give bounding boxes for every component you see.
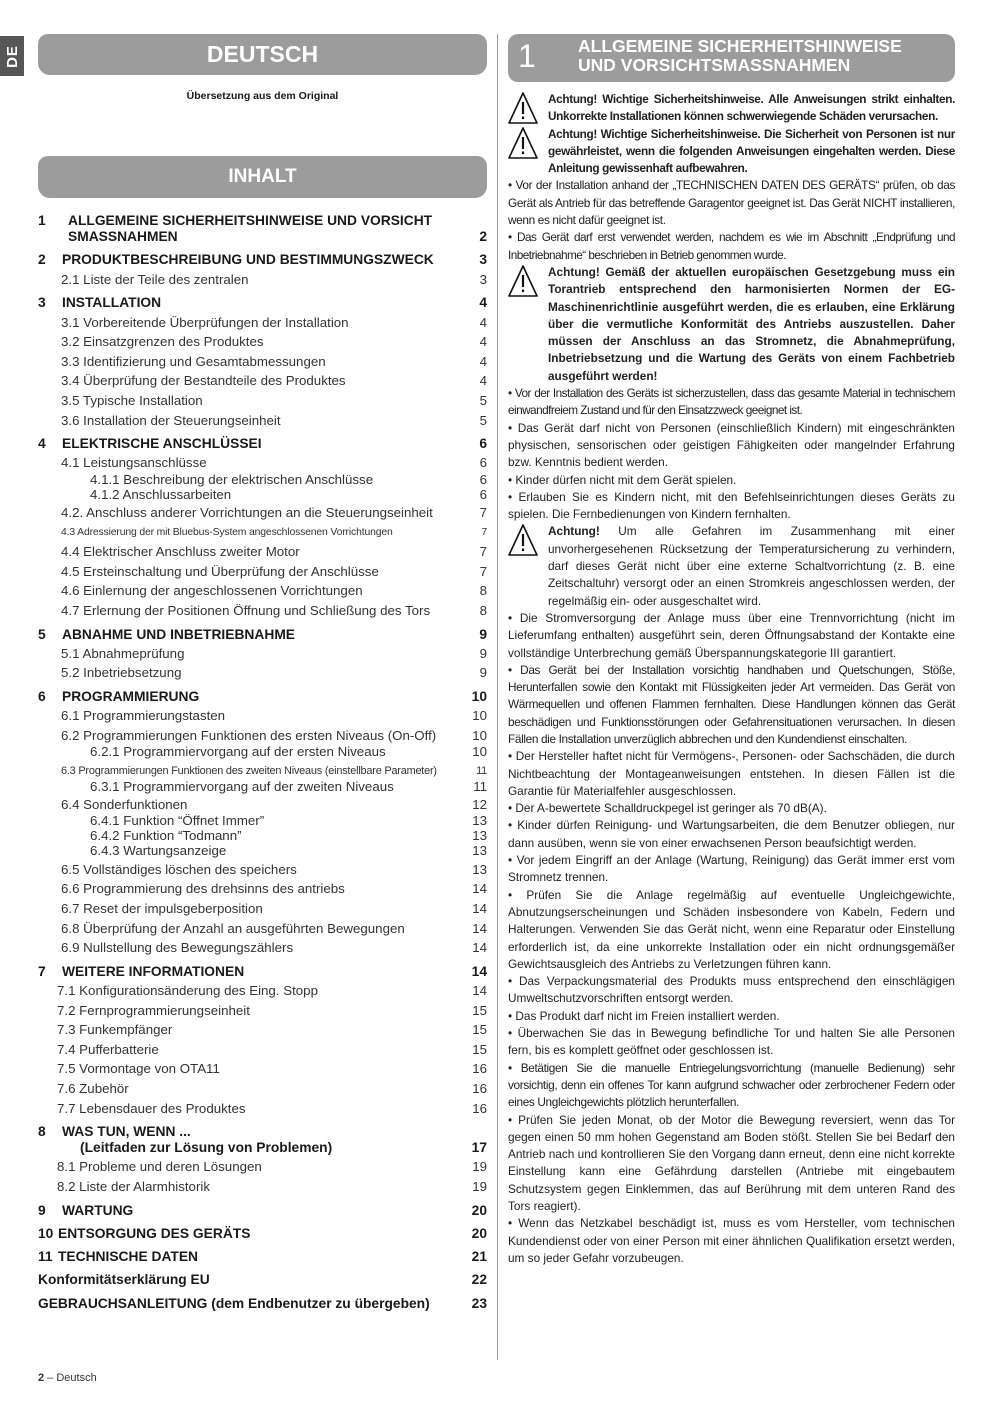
warning-triangle-icon (508, 523, 538, 557)
toc-entry-label: 4.4 Elektrischer Anschluss zweiter Motor (61, 544, 300, 560)
toc-subsection-entry[interactable] (38, 1101, 487, 1117)
toc-entry-page: 14 (472, 900, 487, 916)
toc-entry-label: 3.4 Überprüfung der Bestandteile des Produktes (61, 373, 346, 389)
safety-paragraph (508, 1112, 955, 1216)
safety-paragraph (508, 610, 955, 662)
toc-entry-page: 7 (479, 505, 487, 521)
section-title-line-2: UND VORSICHTSMASSNAHMEN (578, 55, 851, 75)
toc-entry-number: 10 (38, 1225, 54, 1241)
paragraph-text: • Prüfen Sie die Anlage regelmäßig auf eventuelle Ungleichgewichte, Abnutzungserscheinungen und Schäden insbesondere von Kabeln, Federn und Halterungen. Verwenden Sie das Gerät nicht, wenn eine Reparatur oder Einstellung erforderlich ist, da eine unkorrekte Installation oder ein nicht ordnungsgemäßer Gewichtsausgleich des Antriebs zu Verletzungen führen kann. (508, 887, 955, 971)
toc-entry-label: 6.2.1 Programmiervorgang auf der ersten Niveaus (90, 744, 386, 760)
toc-entry-label: 6.7 Reset der impulsgeberposition (61, 900, 263, 916)
paragraph-text: Achtung! Wichtige Sicherheitshinweise. Die Sicherheit von Personen ist nur gewährleistet, wenn die folgenden Anweisungen eingehalten werden. Diese Anleitung gewissenhaft aufbewahren. (548, 126, 955, 176)
toc-entry-page: 6 (479, 436, 487, 452)
warning-paragraph (508, 126, 955, 178)
toc-subsection-entry[interactable] (38, 393, 487, 409)
toc-subsection-entry[interactable] (38, 455, 487, 471)
page-footer (38, 1372, 97, 1384)
safety-paragraph (508, 385, 955, 420)
toc-entry-page: 7 (479, 563, 487, 579)
toc-entry-page: 13 (472, 861, 487, 877)
toc-subsection-entry[interactable] (38, 603, 487, 619)
toc-subsection-entry[interactable] (38, 373, 487, 389)
toc-entry-page: 13 (472, 828, 487, 844)
toc-subsection-entry[interactable] (38, 708, 487, 724)
toc-entry-page: 16 (472, 1061, 487, 1077)
toc-entry-page: 17 (471, 1140, 487, 1156)
toc-section-entry[interactable] (38, 964, 487, 980)
paragraph-text: • Betätigen Sie die manuelle Entriegelungsvorrichtung (manuelle Bedienung) sehr vorsichtig, denn ein offenes Tor kann aufgrund schwacher oder zerbrochener Federn oder eines Ungleichgewichts plötzlich herunterfallen. (508, 1060, 955, 1110)
toc-entry-page: 14 (472, 881, 487, 897)
toc-subsection-entry[interactable] (38, 472, 487, 487)
toc-subsection-entry[interactable] (38, 665, 487, 681)
toc-entry-label: 7.7 Lebensdauer des Produktes (57, 1100, 246, 1116)
page-title: DEUTSCH (206, 41, 319, 67)
toc-subsection-entry[interactable] (38, 487, 487, 502)
translation-note: Übersetzung aus dem Original (186, 90, 339, 102)
paragraph-text: • Kinder dürfen Reinigung- und Wartungsarbeiten, die dem Benutzer obliegen, nur dann ausüben, wenn sie von einer erwachsenen Person beaufsichtigt werden. (508, 818, 955, 850)
toc-entry-page: 7 (479, 544, 487, 560)
warning-paragraph (508, 264, 955, 385)
toc-entry-number: 9 (38, 1202, 46, 1218)
toc-subsection-entry[interactable] (38, 744, 487, 759)
paragraph-text: • Vor der Installation anhand der „TECHNISCHEN DATEN DES GERÄTS“ prüfen, ob das Gerät als Antrieb für das betreffende Garagentor geeignet ist. Das Gerät NICHT installieren, wenn es nicht dafür geeignet ist. (508, 178, 955, 228)
toc-subsection-entry[interactable] (38, 564, 487, 580)
toc-entry-label: 6.3.1 Programmiervorgang auf der zweiten Niveaus (90, 778, 394, 794)
warning-paragraph (508, 91, 955, 126)
safety-paragraph (508, 973, 955, 1008)
toc-subsection-entry[interactable] (38, 813, 487, 828)
toc-entry-label: GEBRAUCHSANLEITUNG (dem Endbenutzer zu übergeben) (38, 1295, 430, 1311)
paragraph-text: • Das Produkt darf nicht im Freien installiert werden. (508, 1008, 780, 1023)
toc-subsection-entry[interactable] (38, 315, 487, 331)
toc-subsection-entry[interactable] (38, 413, 487, 429)
toc-entry-page: 14 (471, 963, 487, 979)
toc-entry-page: 12 (472, 797, 487, 813)
toc-subsection-entry[interactable] (38, 1179, 487, 1195)
toc-subsection-entry[interactable] (38, 1061, 487, 1077)
paragraph-text: • Der A-bewertete Schalldruckpegel ist geringer als 70 dB(A). (508, 801, 827, 816)
toc-entry-page: 8 (479, 603, 487, 618)
toc-subsection-entry[interactable] (38, 525, 487, 541)
toc-section-entry[interactable] (38, 252, 487, 268)
left-column (38, 34, 487, 1311)
toc-entry-page: 11 (476, 764, 487, 777)
warning-paragraph (508, 523, 955, 609)
paragraph-text: • Vor jedem Eingriff an der Anlage (Wartung, Reinigung) das Gerät immer erst vom Stromnetz trennen. (508, 853, 955, 885)
toc-entry-label: 7.4 Pufferbatterie (57, 1041, 159, 1057)
toc-subsection-entry[interactable] (38, 843, 487, 858)
toc-subsection-entry[interactable] (38, 983, 487, 999)
toc-entry-page: 5 (479, 392, 487, 408)
toc-subsection-entry[interactable] (38, 505, 487, 521)
paragraph-text: • Das Verpackungsmaterial des Produkts muss entsprechend den einschlägigen Umweltschutzvorschriften entsorgt werden. (508, 974, 955, 1006)
toc-entry-number: 6 (38, 688, 46, 704)
column-divider (497, 34, 498, 1360)
toc-subsection-entry[interactable] (38, 646, 487, 662)
footer-label: Deutsch (56, 1372, 97, 1384)
toc-entry-page: 2 (479, 229, 487, 244)
toc-entry-label: Konformitätserklärung EU (38, 1272, 210, 1288)
toc-entry-label: 6.4.2 Funktion “Todmann” (90, 828, 242, 844)
toc-entry-page: 10 (472, 744, 487, 760)
toc-entry-page: 15 (472, 1002, 487, 1018)
toc-entry-label: ENTSORGUNG DES GERÄTS (58, 1225, 251, 1241)
toc-subsection-entry[interactable] (38, 862, 487, 878)
toc-entry-number: 5 (38, 626, 46, 642)
toc-entry-number: 3 (38, 295, 46, 311)
toc-entry-page: 11 (473, 778, 487, 794)
paragraph-text: • Wenn das Netzkabel beschädigt ist, muss es vom Hersteller, vom technischen Kundendienst oder von einer Person mit einer ähnlichen Qualifikation ersetzt werden, um so jeder Gefahr vorzubeugen. (508, 1216, 955, 1265)
toc-entry-number: 1 (38, 213, 46, 228)
toc-subsection-entry[interactable] (38, 544, 487, 560)
toc-section-entry[interactable] (38, 1296, 487, 1312)
toc-section-entry[interactable] (38, 213, 487, 245)
toc-entry-label: 4.5 Ersteinschaltung und Überprüfung der Anschlüsse (61, 563, 379, 579)
toc-entry-number: 11 (38, 1249, 53, 1265)
toc-entry-page: 20 (471, 1225, 487, 1241)
toc-entry-label: ABNAHME UND INBETRIEBNAHME (62, 626, 296, 642)
toc-entry-label: 6.4.3 Wartungsanzeige (90, 843, 227, 859)
toc-entry-label: 5.2 Inbetriebsetzung (61, 665, 182, 681)
toc-entry-page: 23 (471, 1295, 487, 1311)
toc-entry-label: 3.1 Vorbereitende Überprüfungen der Installation (61, 314, 349, 330)
paragraph-text: • Vor der Installation des Geräts ist sicherzustellen, dass das gesamte Material in technischem einwandfreiem Zustand und für den Einsatzzweck geeignet ist. (508, 386, 955, 418)
toc-entry-label: 6.3 Programmierungen Funktionen des zweiten Niveaus (einstellbare Parameter) (61, 764, 437, 777)
toc-subsection-entry[interactable] (38, 797, 487, 813)
toc-entry-page: 19 (472, 1179, 487, 1195)
toc-entry-number: 2 (38, 252, 46, 268)
toc-entry-label: 4.6 Einlernung der angeschlossenen Vorrichtungen (61, 583, 363, 599)
toc-entry-page: 7 (481, 526, 487, 538)
toc-entry-label: ELEKTRISCHE ANSCHLÜSSEI (62, 436, 262, 452)
safety-paragraph (508, 472, 955, 489)
toc-section-entry[interactable] (38, 1124, 487, 1140)
safety-paragraph (508, 800, 955, 817)
toc-entry-label: 7.5 Vormontage von OTA11 (57, 1061, 220, 1077)
toc-entry-label: 6.2 Programmierungen Funktionen des ersten Niveaus (On-Off) (61, 727, 437, 743)
toc-section-entry[interactable] (38, 295, 487, 311)
paragraph-text: Um alle Gefahren im Zusammenhang mit einer unvorhergesehenen Rücksetzung der Temperatursicherung zu verhindern, darf dieses Gerät nicht über eine externe Schaltvorrichtung (z. B. eine Zeitschaltuhr) versorgt oder an einen Stromkreis angeschlossen werden, der regelmäßig ein- oder ausgeschaltet wird. (548, 524, 955, 608)
toc-subsection-entry[interactable] (38, 881, 487, 897)
toc-entry-page: 6 (479, 455, 487, 471)
toc-entry-label: WEITERE INFORMATIONEN (62, 963, 245, 979)
toc-entry-page: 14 (472, 983, 487, 999)
toc-entry-label: 4.3 Adressierung der mit Bluebus-System angeschlossenen Vorrichtungen (61, 526, 393, 538)
language-title-banner (38, 34, 487, 75)
toc-entry-page: 9 (479, 645, 487, 661)
toc-entry-label: 4.2. Anschluss anderer Vorrichtungen an die Steuerungseinheit (61, 505, 433, 521)
toc-entry-page: 10 (471, 688, 487, 704)
safety-paragraph (508, 420, 955, 472)
toc-entry-page: 4 (479, 334, 487, 350)
toc-entry-label: 7.1 Konfigurationsänderung des Eing. Stopp (57, 983, 318, 999)
table-of-contents (38, 213, 487, 1312)
toc-entry-page: 4 (479, 353, 487, 369)
toc-entry-page: 8 (479, 583, 487, 599)
safety-paragraph (508, 1215, 955, 1267)
toc-subsection-entry[interactable] (38, 583, 487, 599)
toc-entry-label: 3.3 Identifizierung und Gesamtabmessungen (61, 353, 326, 369)
toc-section-entry[interactable] (38, 627, 487, 643)
toc-entry-label: 3.6 Installation der Steuerungseinheit (61, 412, 281, 428)
toc-entry-page: 13 (472, 813, 487, 829)
toc-subsection-entry[interactable] (38, 1003, 487, 1019)
toc-entry-page: 6 (479, 486, 487, 502)
toc-entry-page: 13 (472, 843, 487, 859)
toc-entry-label: 6.4.1 Funktion “Öffnet Immer” (90, 813, 265, 829)
toc-title-banner (38, 156, 487, 198)
toc-section-entry[interactable] (38, 1140, 487, 1156)
toc-section-entry[interactable] (38, 1203, 487, 1219)
language-tab (0, 36, 24, 76)
toc-entry-label: 4.1.2 Anschlussarbeiten (90, 486, 232, 502)
language-tab-label: DE (3, 44, 21, 68)
toc-subsection-entry[interactable] (38, 1081, 487, 1097)
section-title-line-1: ALLGEMEINE SICHERHEITSHINWEISE (578, 36, 902, 56)
toc-entry-label: 5.1 Abnahmeprüfung (61, 645, 185, 661)
toc-entry-label: 8.2 Liste der Alarmhistorik (57, 1179, 210, 1195)
toc-entry-page: 10 (472, 708, 487, 724)
toc-entry-label: WAS TUN, WENN ... (62, 1124, 191, 1140)
toc-entry-page: 6 (479, 471, 487, 487)
toc-title: INHALT (228, 166, 297, 187)
safety-paragraph (508, 1008, 955, 1025)
paragraph-text: • Überwachen Sie das in Bewegung befindliche Tor und halten Sie alle Personen fern, bis es komplett geöffnet oder geschlossen ist. (508, 1026, 955, 1058)
toc-entry-page: 4 (479, 373, 487, 389)
toc-subsection-entry[interactable] (38, 901, 487, 917)
toc-section-entry[interactable] (38, 1226, 487, 1242)
paragraph-text: • Prüfen Sie jeden Monat, ob der Motor die Bewegung reversiert, wenn das Tor gegen einen 50 mm hohen Gegenstand am Boden stößt. Stellen Sie bei Bedarf den Antrieb nach und kontrollieren Sie den Vorgang dann erneut, denn eine nicht korrekte Einstellung kann eine Gefährdung darstellen (Antriebe mit eingebautem Schutzsystem gegen Einklemmen, das auf Berührung mit dem unteren Rand des Tors reagiert). (508, 1112, 955, 1213)
toc-entry-label: WARTUNG (62, 1202, 134, 1218)
warning-triangle-icon (508, 264, 538, 298)
right-column (508, 34, 955, 1265)
toc-subsection-entry[interactable] (38, 1042, 487, 1058)
toc-subsection-entry[interactable] (38, 1159, 487, 1175)
toc-subsection-entry[interactable] (38, 354, 487, 370)
toc-entry-number: 7 (38, 963, 46, 979)
toc-subsection-entry[interactable] (38, 272, 487, 288)
toc-section-entry[interactable] (38, 436, 487, 452)
toc-section-entry[interactable] (38, 689, 487, 705)
toc-subsection-entry[interactable] (38, 728, 487, 744)
toc-subsection-entry[interactable] (38, 921, 487, 937)
toc-entry-page: 9 (479, 665, 487, 681)
safety-paragraph (508, 887, 955, 973)
toc-entry-label: 3.5 Typische Installation (61, 392, 203, 408)
safety-paragraph (508, 1025, 955, 1060)
safety-paragraph (508, 817, 955, 852)
safety-paragraph (508, 489, 955, 524)
warning-triangle-icon (508, 91, 538, 125)
safety-paragraph (508, 1060, 955, 1112)
paragraph-text: • Der Hersteller haftet nicht für Vermögens-, Personen- oder Sachschäden, die durch Nichtbeachtung der Montageanweisungen entstehen. In diesen Fällen ist die Garantie für Materialfehler ausgeschlossen. (508, 749, 955, 798)
toc-entry-number: 4 (38, 436, 46, 452)
toc-entry-page: 9 (479, 626, 487, 642)
toc-entry-label: 7.3 Funkempfänger (57, 1022, 173, 1038)
paragraph-text: • Erlauben Sie es Kindern nicht, mit den Befehlseinrichtungen dieses Geräts zu spielen. Die Fernbedienungen von Kindern fernhalten. (508, 489, 955, 522)
warning-lead: Achtung! (548, 524, 600, 539)
toc-entry-label: 6.1 Programmierungstasten (61, 708, 226, 724)
section-number: 1 (518, 38, 536, 74)
paragraph-text: Achtung! Wichtige Sicherheitshinweise. Alle Anweisungen strikt einhalten. Unkorrekte Installationen können schwerwiegende Schäden verursachen. (548, 92, 955, 124)
toc-entry-page: 10 (472, 727, 487, 743)
toc-entry-label: 6.5 Vollständiges löschen des speichers (61, 861, 297, 877)
safety-paragraph (508, 748, 955, 800)
toc-entry-page: 22 (471, 1272, 487, 1288)
toc-entry-label: 7.2 Fernprogrammierungseinheit (57, 1002, 250, 1018)
toc-subsection-entry[interactable] (38, 940, 487, 956)
toc-subsection-entry[interactable] (38, 763, 487, 779)
warning-triangle-icon (508, 126, 538, 160)
paragraph-text: • Das Gerät darf erst verwendet werden, nachdem es wie im Abschnitt „Endprüfung und Inbetriebnahme“ beschrieben in Betrieb genommen wurde. (508, 230, 955, 262)
toc-section-entry[interactable] (38, 1249, 487, 1265)
toc-entry-label: 6.9 Nullstellung des Bewegungszählers (61, 940, 294, 956)
toc-entry-number: 8 (38, 1124, 46, 1140)
toc-entry-label: 4.7 Erlernung der Positionen Öffnung und Schließung des Tors (61, 603, 431, 618)
toc-entry-label: PRODUKTBESCHREIBUNG UND BESTIMMUNGSZWECK (62, 252, 434, 268)
toc-entry-page: 4 (479, 314, 487, 330)
toc-entry-label: INSTALLATION (62, 295, 162, 311)
safety-paragraph (508, 177, 955, 229)
toc-entry-label: 6.8 Überprüfung der Anzahl an ausgeführten Bewegungen (61, 920, 405, 936)
toc-entry-label: 8.1 Probleme und deren Lösungen (57, 1159, 262, 1175)
toc-section-entry[interactable] (38, 1272, 487, 1288)
toc-entry-page: 20 (471, 1202, 487, 1218)
paragraph-text: Achtung! Gemäß der aktuellen europäischen Gesetzgebung muss ein Torantrieb entsprechend den harmonisierten Normen der EG-Maschinenrichtlinie ausgeführt werden, die es erlauben, eine Erklärung über die vermutliche Konformität des Antriebs auszustellen. Daher müssen der Anschluss an das Stromnetz, die Abnahmeprüfung, Inbetriebsetzung und die Wartung des Geräts von einem Fachbetrieb ausgeführt werden! (548, 264, 955, 383)
toc-entry-page: 3 (479, 252, 487, 268)
paragraph-text: • Die Stromversorgung der Anlage muss über eine Trennvorrichtung (nicht im Lieferumfang enthalten) ausgeführt sein, deren Öffnungsabstand der Kontakte eine vollständige Unterbrechung gemäß Überspannungskategorie III garantiert. (508, 610, 955, 660)
section-title (578, 37, 902, 75)
footer-separator: – (44, 1372, 57, 1384)
safety-text (508, 91, 955, 1267)
toc-entry-label: 6.4 Sonderfunktionen (61, 797, 188, 813)
toc-entry-label: 4.1 Leistungsanschlüsse (61, 455, 207, 471)
toc-subsection-entry[interactable] (38, 828, 487, 843)
page-number: 2 (38, 1372, 45, 1384)
toc-entry-label: PROGRAMMIERUNG (62, 688, 200, 704)
toc-entry-label: TECHNISCHE DATEN (58, 1249, 199, 1265)
toc-entry-page: 14 (472, 940, 487, 956)
toc-entry-page: 16 (472, 1100, 487, 1116)
toc-entry-page: 15 (472, 1041, 487, 1057)
toc-entry-page: 16 (472, 1080, 487, 1096)
toc-entry-page: 21 (471, 1249, 487, 1265)
safety-paragraph (508, 662, 955, 748)
toc-entry-label: 4.1.1 Beschreibung der elektrischen Anschlüsse (90, 471, 374, 487)
toc-entry-page: 14 (472, 920, 487, 936)
toc-entry-page: 15 (472, 1022, 487, 1038)
paragraph-text: • Kinder dürfen nicht mit dem Gerät spielen. (508, 472, 737, 487)
safety-paragraph (508, 852, 955, 887)
toc-entry-page: 19 (472, 1159, 487, 1175)
paragraph-text: • Das Gerät bei der Installation vorsichtig handhaben und Quetschungen, Stöße, Herunterfallen sowie den Kontakt mit Flüssigkeiten jeder Art vermeiden. Das Gerät von Wärmequellen und offenen Flammen fernhalten. Diese Handlungen können das Gerät beschädigen und Funktionsstörungen oder Gefahrensituationen verursachen. In diesen Fällen die Installation unverzüglich abbrechen und den Kundendienst einschalten. (508, 662, 955, 746)
toc-subsection-entry[interactable] (38, 334, 487, 350)
toc-entry-label: (Leitfaden zur Lösung von Problemen) (80, 1140, 333, 1156)
toc-entry-page: 3 (479, 271, 487, 287)
section-banner (508, 34, 955, 82)
toc-subsection-entry[interactable] (38, 779, 487, 794)
toc-entry-page: 4 (479, 295, 487, 311)
toc-entry-label: 7.6 Zubehör (57, 1080, 129, 1096)
toc-entry-label: 6.6 Programmierung des drehsinns des antriebs (61, 881, 345, 897)
safety-paragraph (508, 229, 955, 264)
paragraph-text: • Das Gerät darf nicht von Personen (einschließlich Kindern) mit eingeschränkten physischen, sensorischen oder geistigen Fähigkeiten oder mangelnder Erfahrung bzw. Kenntnis bedient werden. (508, 420, 955, 470)
toc-entry-label: 2.1 Liste der Teile des zentralen (61, 271, 249, 287)
toc-subsection-entry[interactable] (38, 1022, 487, 1038)
toc-entry-page: 5 (479, 412, 487, 428)
toc-entry-label: ALLGEMEINE SICHERHEITSHINWEISE UND VORSICHT SMASSNAHMEN (68, 213, 433, 244)
toc-entry-label: 3.2 Einsatzgrenzen des Produktes (61, 334, 264, 350)
